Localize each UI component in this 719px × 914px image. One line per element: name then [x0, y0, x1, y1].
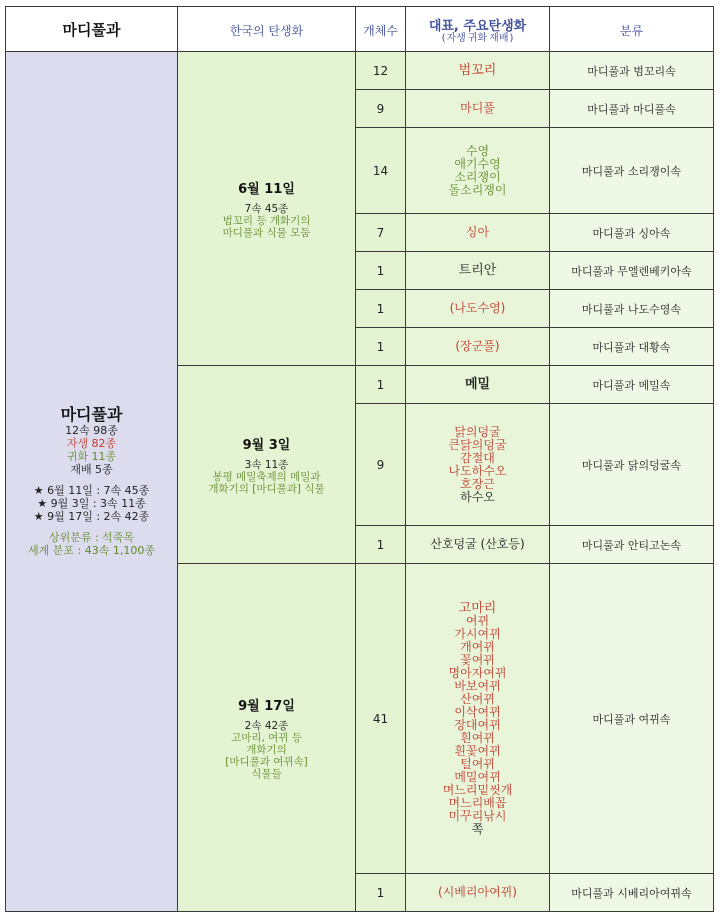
- species-name: 쪽: [471, 821, 484, 836]
- species-name: 산호덩굴 (산호등): [430, 537, 525, 551]
- representative-cell: [406, 52, 550, 90]
- classification-cell: [550, 252, 714, 290]
- representative-cell: [406, 290, 550, 328]
- family-naturalized: 귀화 11종: [66, 450, 117, 463]
- classification-value: 마디풀과 무엘렌베키아속: [571, 264, 692, 278]
- species-name: 가시여뀌: [454, 626, 501, 641]
- classification-value: 마디풀과 싱아속: [592, 226, 671, 240]
- family-upper-class: 상위분류 : 석죽목: [48, 531, 135, 544]
- count-cell: [356, 328, 406, 366]
- count-value: 1: [376, 339, 385, 354]
- count-value: 9: [376, 457, 385, 472]
- representative-cell: [406, 252, 550, 290]
- classification-value: 마디풀과 닭의덩굴속: [581, 458, 682, 472]
- birth-day-desc: 마디풀과 식물 모둠: [222, 227, 311, 239]
- classification-value: 마디풀과 나도수영속: [581, 302, 682, 316]
- birth-day-desc: 개화기의 [마디풀과] 식물: [208, 483, 325, 495]
- count-cell: [356, 366, 406, 404]
- classification-value: 마디풀과 마디풀속: [587, 102, 676, 116]
- species-name: 장대여뀌: [454, 717, 501, 732]
- birth-day-desc: 7속 45종: [244, 203, 289, 215]
- species-name: 바보여뀌: [454, 678, 501, 693]
- family-native: 자생 82종: [66, 437, 117, 450]
- classification-cell: [550, 328, 714, 366]
- species-name: 며느리배꼽: [448, 795, 507, 810]
- birth-day-cell: [178, 52, 356, 366]
- family-date-line: ★ 6월 11일 : 7속 45종: [33, 484, 150, 497]
- count-cell: [356, 290, 406, 328]
- header-representative: 대표, 주요탄생화 (자생 귀화 재배): [406, 7, 550, 52]
- classification-cell: [550, 214, 714, 252]
- species-name: 마디풀: [460, 101, 495, 115]
- species-name: 명아자여뀌: [448, 665, 507, 680]
- species-name: 꽃여뀌: [460, 652, 495, 667]
- count-cell: [356, 526, 406, 564]
- species-name: 며느리밑씻개: [442, 782, 513, 797]
- classification-value: 마디풀과 시베리아여뀌속: [571, 886, 692, 900]
- species-name: (나도수영): [449, 301, 506, 315]
- count-cell: [356, 564, 406, 874]
- representative-cell: [406, 90, 550, 128]
- classification-value: 마디풀과 안티고논속: [581, 538, 682, 552]
- family-summary-cell: [6, 52, 178, 912]
- species-name: 수영: [465, 143, 490, 158]
- representative-cell: [406, 404, 550, 526]
- count-cell: [356, 52, 406, 90]
- species-name: 메밀여뀌: [454, 769, 501, 784]
- representative-cell: [406, 874, 550, 912]
- classification-value: 마디풀과 메밀속: [592, 378, 671, 392]
- birth-day-desc: 2속 42종: [244, 720, 289, 732]
- count-value: 1: [376, 537, 385, 552]
- representative-cell: [406, 328, 550, 366]
- count-value: 9: [376, 101, 385, 116]
- birth-day-title: 9월 3일: [242, 438, 291, 453]
- classification-cell: [550, 290, 714, 328]
- species-name: 돌소리쟁이: [448, 182, 507, 197]
- birth-day-desc: 고마리, 여뀌 등: [231, 732, 302, 744]
- header-birth-flower: 한국의 탄생화: [178, 7, 356, 52]
- species-name: 하수오: [460, 489, 495, 504]
- birth-day-desc: 범꼬리 등 개화기의: [222, 215, 311, 227]
- representative-cell: [406, 526, 550, 564]
- species-name: 메밀: [464, 377, 491, 392]
- header-classification: 분류: [550, 7, 714, 52]
- count-cell: [356, 214, 406, 252]
- species-name: 닭의덩굴: [454, 424, 501, 439]
- classification-cell: [550, 564, 714, 874]
- species-name: 미꾸리낚시: [448, 808, 507, 823]
- species-name: (시베리아여뀌): [438, 885, 517, 899]
- species-name: 호장근: [460, 476, 495, 491]
- birth-day-cell: [178, 564, 356, 912]
- count-value: 1: [376, 885, 385, 900]
- species-name: 큰닭의덩굴: [448, 437, 507, 452]
- count-cell: [356, 404, 406, 526]
- family-date-line: ★ 9월 3일 : 3속 11종: [37, 497, 146, 510]
- species-name: 나도하수오: [448, 463, 507, 478]
- species-name: 애기수영: [454, 156, 501, 171]
- classification-cell: [550, 404, 714, 526]
- species-name: 털여뀌: [460, 756, 495, 771]
- birth-day-desc: 식물들: [251, 768, 282, 780]
- representative-cell: [406, 128, 550, 214]
- species-name: 이삭여뀌: [454, 704, 501, 719]
- species-name: 싱아: [465, 225, 490, 239]
- birth-day-cell: [178, 366, 356, 564]
- species-name: (장군풀): [455, 339, 500, 353]
- species-name: 여뀌: [465, 613, 490, 628]
- count-value: 41: [372, 711, 389, 726]
- family-world-dist: 세계 분포 : 43속 1,100종: [28, 544, 155, 557]
- spacer: [6, 523, 177, 531]
- birth-day-title: 9월 17일: [238, 699, 295, 714]
- species-name: 개여뀌: [460, 639, 495, 654]
- classification-cell: [550, 90, 714, 128]
- header-count: 개체수: [356, 7, 406, 52]
- header-family: 마디풀과: [6, 7, 178, 52]
- family-name: 마디풀과: [60, 405, 123, 424]
- representative-cell: [406, 214, 550, 252]
- family-date-line: ★ 9월 17일 : 2속 42종: [33, 510, 150, 523]
- representative-cell: [406, 564, 550, 874]
- count-cell: [356, 128, 406, 214]
- classification-cell: [550, 128, 714, 214]
- classification-value: 마디풀과 범꼬리속: [587, 64, 676, 78]
- classification-value: 마디풀과 여뀌속: [592, 712, 671, 726]
- species-name: 흰꽃여뀌: [454, 743, 501, 758]
- count-cell: [356, 874, 406, 912]
- species-name: 흰여뀌: [460, 730, 495, 745]
- count-value: 14: [372, 163, 389, 178]
- count-value: 1: [376, 263, 385, 278]
- birth-day-desc: 개화기의: [246, 744, 287, 756]
- count-value: 7: [376, 225, 385, 240]
- species-name: 범꼬리: [458, 63, 497, 78]
- species-name: 산여뀌: [460, 691, 495, 706]
- classification-cell: [550, 366, 714, 404]
- header-row: [6, 7, 714, 52]
- species-name: 소리쟁이: [454, 169, 501, 184]
- species-name: 고마리: [458, 600, 497, 616]
- table-row: [6, 52, 714, 90]
- representative-cell: [406, 366, 550, 404]
- count-cell: [356, 90, 406, 128]
- header-rep-sub: (자생 귀화 재배): [441, 32, 514, 44]
- birth-day-desc: 3속 11종: [244, 459, 289, 471]
- classification-value: 마디풀과 소리쟁이속: [581, 164, 682, 178]
- birth-day-title: 6월 11일: [238, 182, 295, 197]
- classification-cell: [550, 526, 714, 564]
- classification-value: 마디풀과 대황속: [592, 340, 671, 354]
- count-value: 1: [376, 377, 385, 392]
- birth-day-desc: [마디풀과 여뀌속]: [225, 756, 308, 768]
- species-name: 트리안: [458, 263, 497, 278]
- spacer: [6, 476, 177, 484]
- classification-cell: [550, 52, 714, 90]
- polygonaceae-table: [5, 6, 714, 912]
- birth-day-desc: 봉평 메밀축제의 메밀과: [212, 471, 321, 483]
- count-value: 1: [376, 301, 385, 316]
- classification-cell: [550, 874, 714, 912]
- species-name: 감절대: [460, 450, 495, 465]
- family-genus-species: 12속 98종: [65, 424, 118, 437]
- family-cultivated: 재배 5종: [70, 463, 113, 476]
- count-value: 12: [372, 63, 389, 78]
- count-cell: [356, 252, 406, 290]
